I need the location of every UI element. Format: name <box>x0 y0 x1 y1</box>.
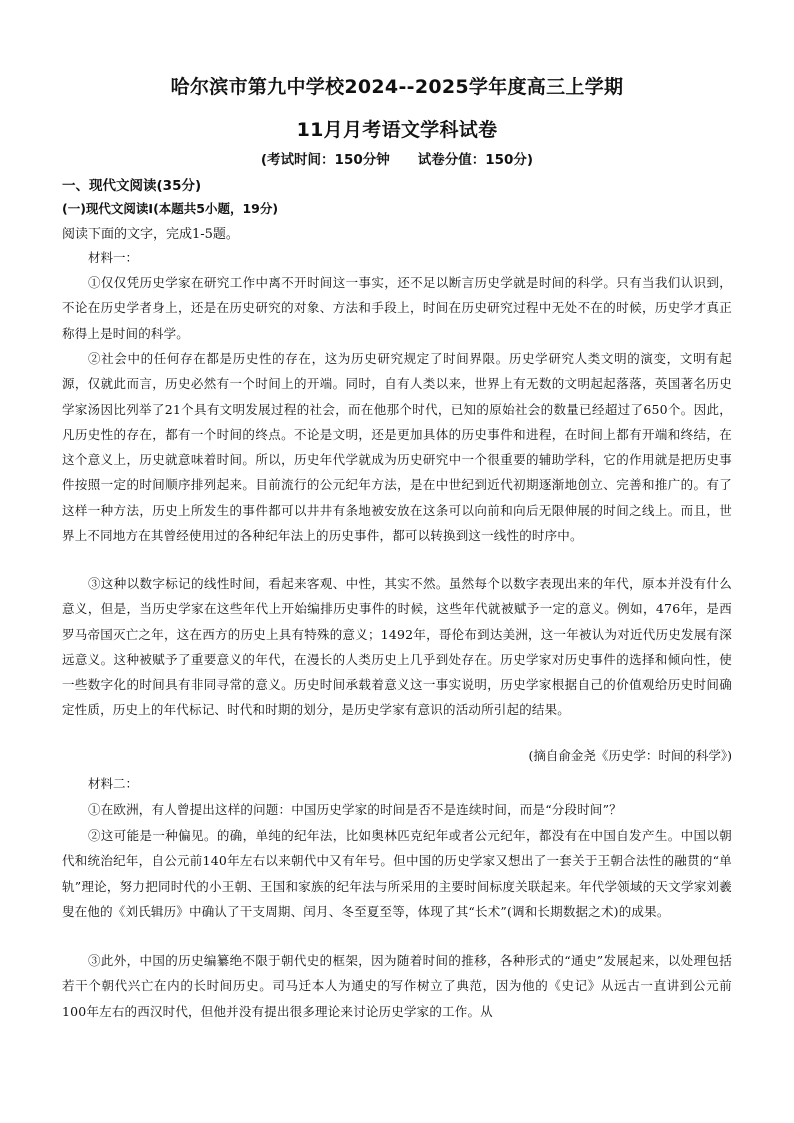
section-subheading: (一)现代文阅读Ⅰ(本题共5小题，19分) <box>62 201 279 216</box>
material2-paragraph-1: ①在欧洲，有人曾提出这样的问题：中国历史学家的时间是否不是连续时间，而是“分段时间”？ <box>88 802 622 817</box>
exam-title-line2: 11月月考语文学科试卷 <box>296 119 498 141</box>
material2-label: 材料二： <box>88 776 139 791</box>
reading-instruction: 阅读下面的文字，完成1-5题。 <box>62 227 239 242</box>
exam-time: (考试时间：150分钟 <box>260 152 390 168</box>
exam-info <box>0 148 794 168</box>
material1-paragraph-3: ③这种以数字标记的线性时间，看起来客观、中性，其实不然。虽然每个以数字表现出来的年代，原本并没有什么意义，但是，当历史学家在这些年代上开始编排历史事件的时候，这些年代就被赋予一定的意义。例如，476年，是西罗马帝国灭亡之年，这在西方的历史上具有特殊的意义；1492年，哥伦布到达美洲，这一年被认为对近代历史发展有深远意义。这种被赋予了重要意义的年代，在漫长的人类历史上几乎到处存在。历史学家对历史事件的选择和倾向性，使一些数字化的时间具有非同寻常的意义。历史时间承载着意义这一事实说明，历史学家根据自己的价值观给历史时间确定性质，历史上的年代标记、时代和时期的划分，是历史学家有意识的活动所引起的结果。 <box>62 576 732 718</box>
material1-paragraph-2: ②社会中的任何存在都是历史性的存在，这为历史研究规定了时间界限。历史学研究人类文明的演变，文明有起源，仅就此而言，历史必然有一个时间上的开端。同时，自有人类以来，世界上有无数的文明起起落落，英国著名历史学家汤因比列举了21个具有文明发展过程的社会，而在他那个时代，已知的原始社会的数量已经超过了650个。因此，凡历史性的存在，都有一个时间的终点。不论是文明，还是更加具体的历史事件和进程，在时间上都有开端和终结，在这个意义上，历史就意味着时间。所以，历史年代学就成为历史研究中一个很重要的辅助学科，它的作用就是把历史事件按照一定的时间顺序排列起来。目前流行的公元纪年方法，是在中世纪到近代初期逐渐地创立、完善和推广的。有了这样一种方法，历史上所发生的事件都可以井井有条地被安放在这条可以向前和向后无限伸展的时间之线上。而且，世界上不同地方在其曾经使用过的各种纪年法上的历史事件，都可以转换到这一线性的时序中。 <box>62 351 732 544</box>
material1-label: 材料一： <box>88 250 139 265</box>
material2-paragraph-2: ②这可能是一种偏见。的确，单纯的纪年法，比如奥林匹克纪年或者公元纪年，都没有在中国自发产生。中国以朝代和统治纪年，自公元前140年左右以来朝代中又有年号。但中国的历史学家又想出了一套关于王朝合法性的融贯的“单轨”理论，努力把同时代的小王朝、王国和家族的纪年法与所采用的主要时间标度关联起来。年代学领域的天文学家刘羲叟在他的《刘氏辑历》中确认了干支周期、闰月、冬至夏至等，体现了其“长术”(调和长期数据之术)的成果。 <box>62 828 732 919</box>
material2-paragraph-3: ③此外，中国的历史编纂绝不限于朝代史的框架，因为随着时间的推移，各种形式的“通史”发展起来，以处理包括若干个朝代兴亡在内的长时间历史。司马迁本人为通史的写作树立了典范，因为他的《史记》从远古一直讲到公元前100年左右的西汉时代，但他并没有提出很多理论来讨论历史学家的工作。从 <box>62 953 732 1019</box>
exam-score: 试卷分值：150分) <box>417 152 534 168</box>
material1-citation: (摘自俞金尧《历史学：时间的科学》) <box>528 748 732 763</box>
material1-paragraph-1: ①仅仅凭历史学家在研究工作中离不开时间这一事实，还不足以断言历史学就是时间的科学。只有当我们认识到，不论在历史学者身上，还是在历史研究的对象、方法和手段上，时间在历史研究过程中无处不在的时候，历史学才真正称得上是时间的科学。 <box>62 275 732 341</box>
exam-title-line1: 哈尔滨市第九中学校2024--2025学年度高三上学期 <box>170 76 624 98</box>
section-heading: 一、现代文阅读(35分) <box>62 178 202 194</box>
